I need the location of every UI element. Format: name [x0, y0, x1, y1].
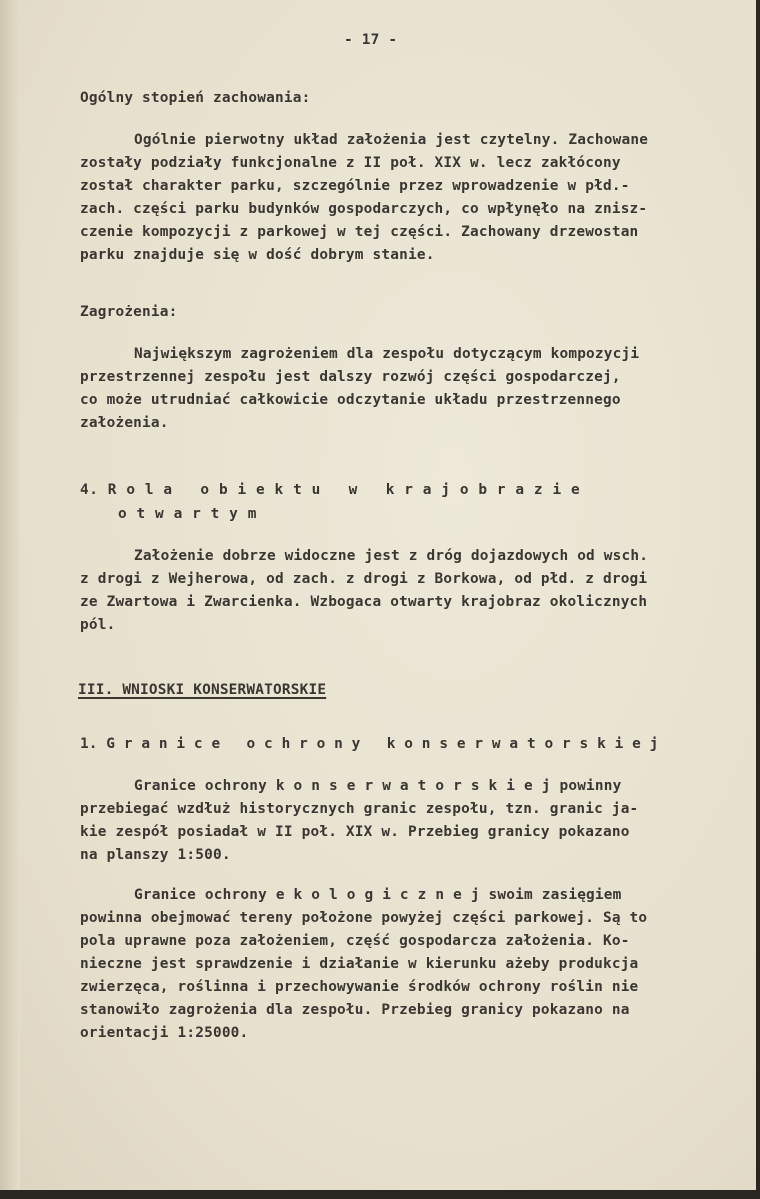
borders-line: Granice ochrony k o n s e r w a t o r s k i e j powinny — [134, 778, 622, 794]
preservation-line: czenie kompozycji z parkowej w tej części. Zachowany drzewostan — [80, 224, 639, 240]
threats-line: co może utrudniać całkowicie odczytanie układu przestrzennego — [80, 392, 621, 408]
preservation-line: Ogólnie pierwotny układ założenia jest czytelny. Zachowane — [134, 132, 649, 148]
threats-line: przestrzennej zespołu jest dalszy rozwój części gospodarczej, — [80, 369, 621, 385]
role-heading-line1: 4. R o l a o b i e k t u w k r a j o b r a z i e — [80, 482, 581, 498]
borders-line: kie zespół posiadał w II poł. XIX w. Przebieg granicy pokazano — [80, 824, 630, 840]
binding-gutter — [0, 0, 20, 1190]
ecological-line: stanowiło zagrożenia dla zespołu. Przebieg granicy pokazano na — [80, 1002, 630, 1018]
page-number: - 17 - — [344, 32, 398, 48]
ecological-line: powinna obejmować tereny położone powyżej części parkowej. Są to — [80, 910, 648, 926]
borders-heading: 1. G r a n i c e o c h r o n y k o n s e r w a t o r s k i e j — [80, 736, 659, 752]
role-line: Założenie dobrze widoczne jest z dróg dojazdowych od wsch. — [134, 548, 649, 564]
conclusions-heading: III. WNIOSKI KONSERWATORSKIE — [78, 682, 327, 698]
role-line: z drogi z Wejherowa, od zach. z drogi z Borkowa, od płd. z drogi — [80, 571, 648, 587]
ecological-line: Granice ochrony e k o l o g i c z n e j swoim zasięgiem — [134, 887, 622, 903]
preservation-line: został charakter parku, szczególnie przez wprowadzenie w płd.- — [80, 178, 630, 194]
borders-line: na planszy 1:500. — [80, 847, 231, 863]
preservation-line: parku znajduje się w dość dobrym stanie. — [80, 247, 435, 263]
ecological-line: zwierzęca, roślinna i przechowywanie środków ochrony roślin nie — [80, 979, 639, 995]
ecological-line: orientacji 1:25000. — [80, 1025, 249, 1041]
role-line: ze Zwartowa i Zwarcienka. Wzbogaca otwarty krajobraz okolicznych — [80, 594, 648, 610]
threats-line: Największym zagrożeniem dla zespołu dotyczącym kompozycji — [134, 346, 640, 362]
preservation-line: zostały podziały funkcjonalne z II poł. XIX w. lecz zakłócony — [80, 155, 621, 171]
preservation-heading: Ogólny stopień zachowania: — [80, 90, 311, 106]
role-heading-line2: o t w a r t y m — [118, 506, 257, 522]
borders-line: przebiegać wzdłuż historycznych granic zespołu, tzn. granic ja- — [80, 801, 639, 817]
ecological-line: pola uprawne poza założeniem, część gospodarcza założenia. Ko- — [80, 933, 630, 949]
preservation-line: zach. części parku budynków gospodarczych, co wpłynęło na znisz- — [80, 201, 648, 217]
role-line: pól. — [80, 617, 116, 633]
threats-line: założenia. — [80, 415, 169, 431]
ecological-line: nieczne jest sprawdzenie i działanie w kierunku ażeby produkcja — [80, 956, 639, 972]
threats-heading: Zagrożenia: — [80, 304, 178, 320]
